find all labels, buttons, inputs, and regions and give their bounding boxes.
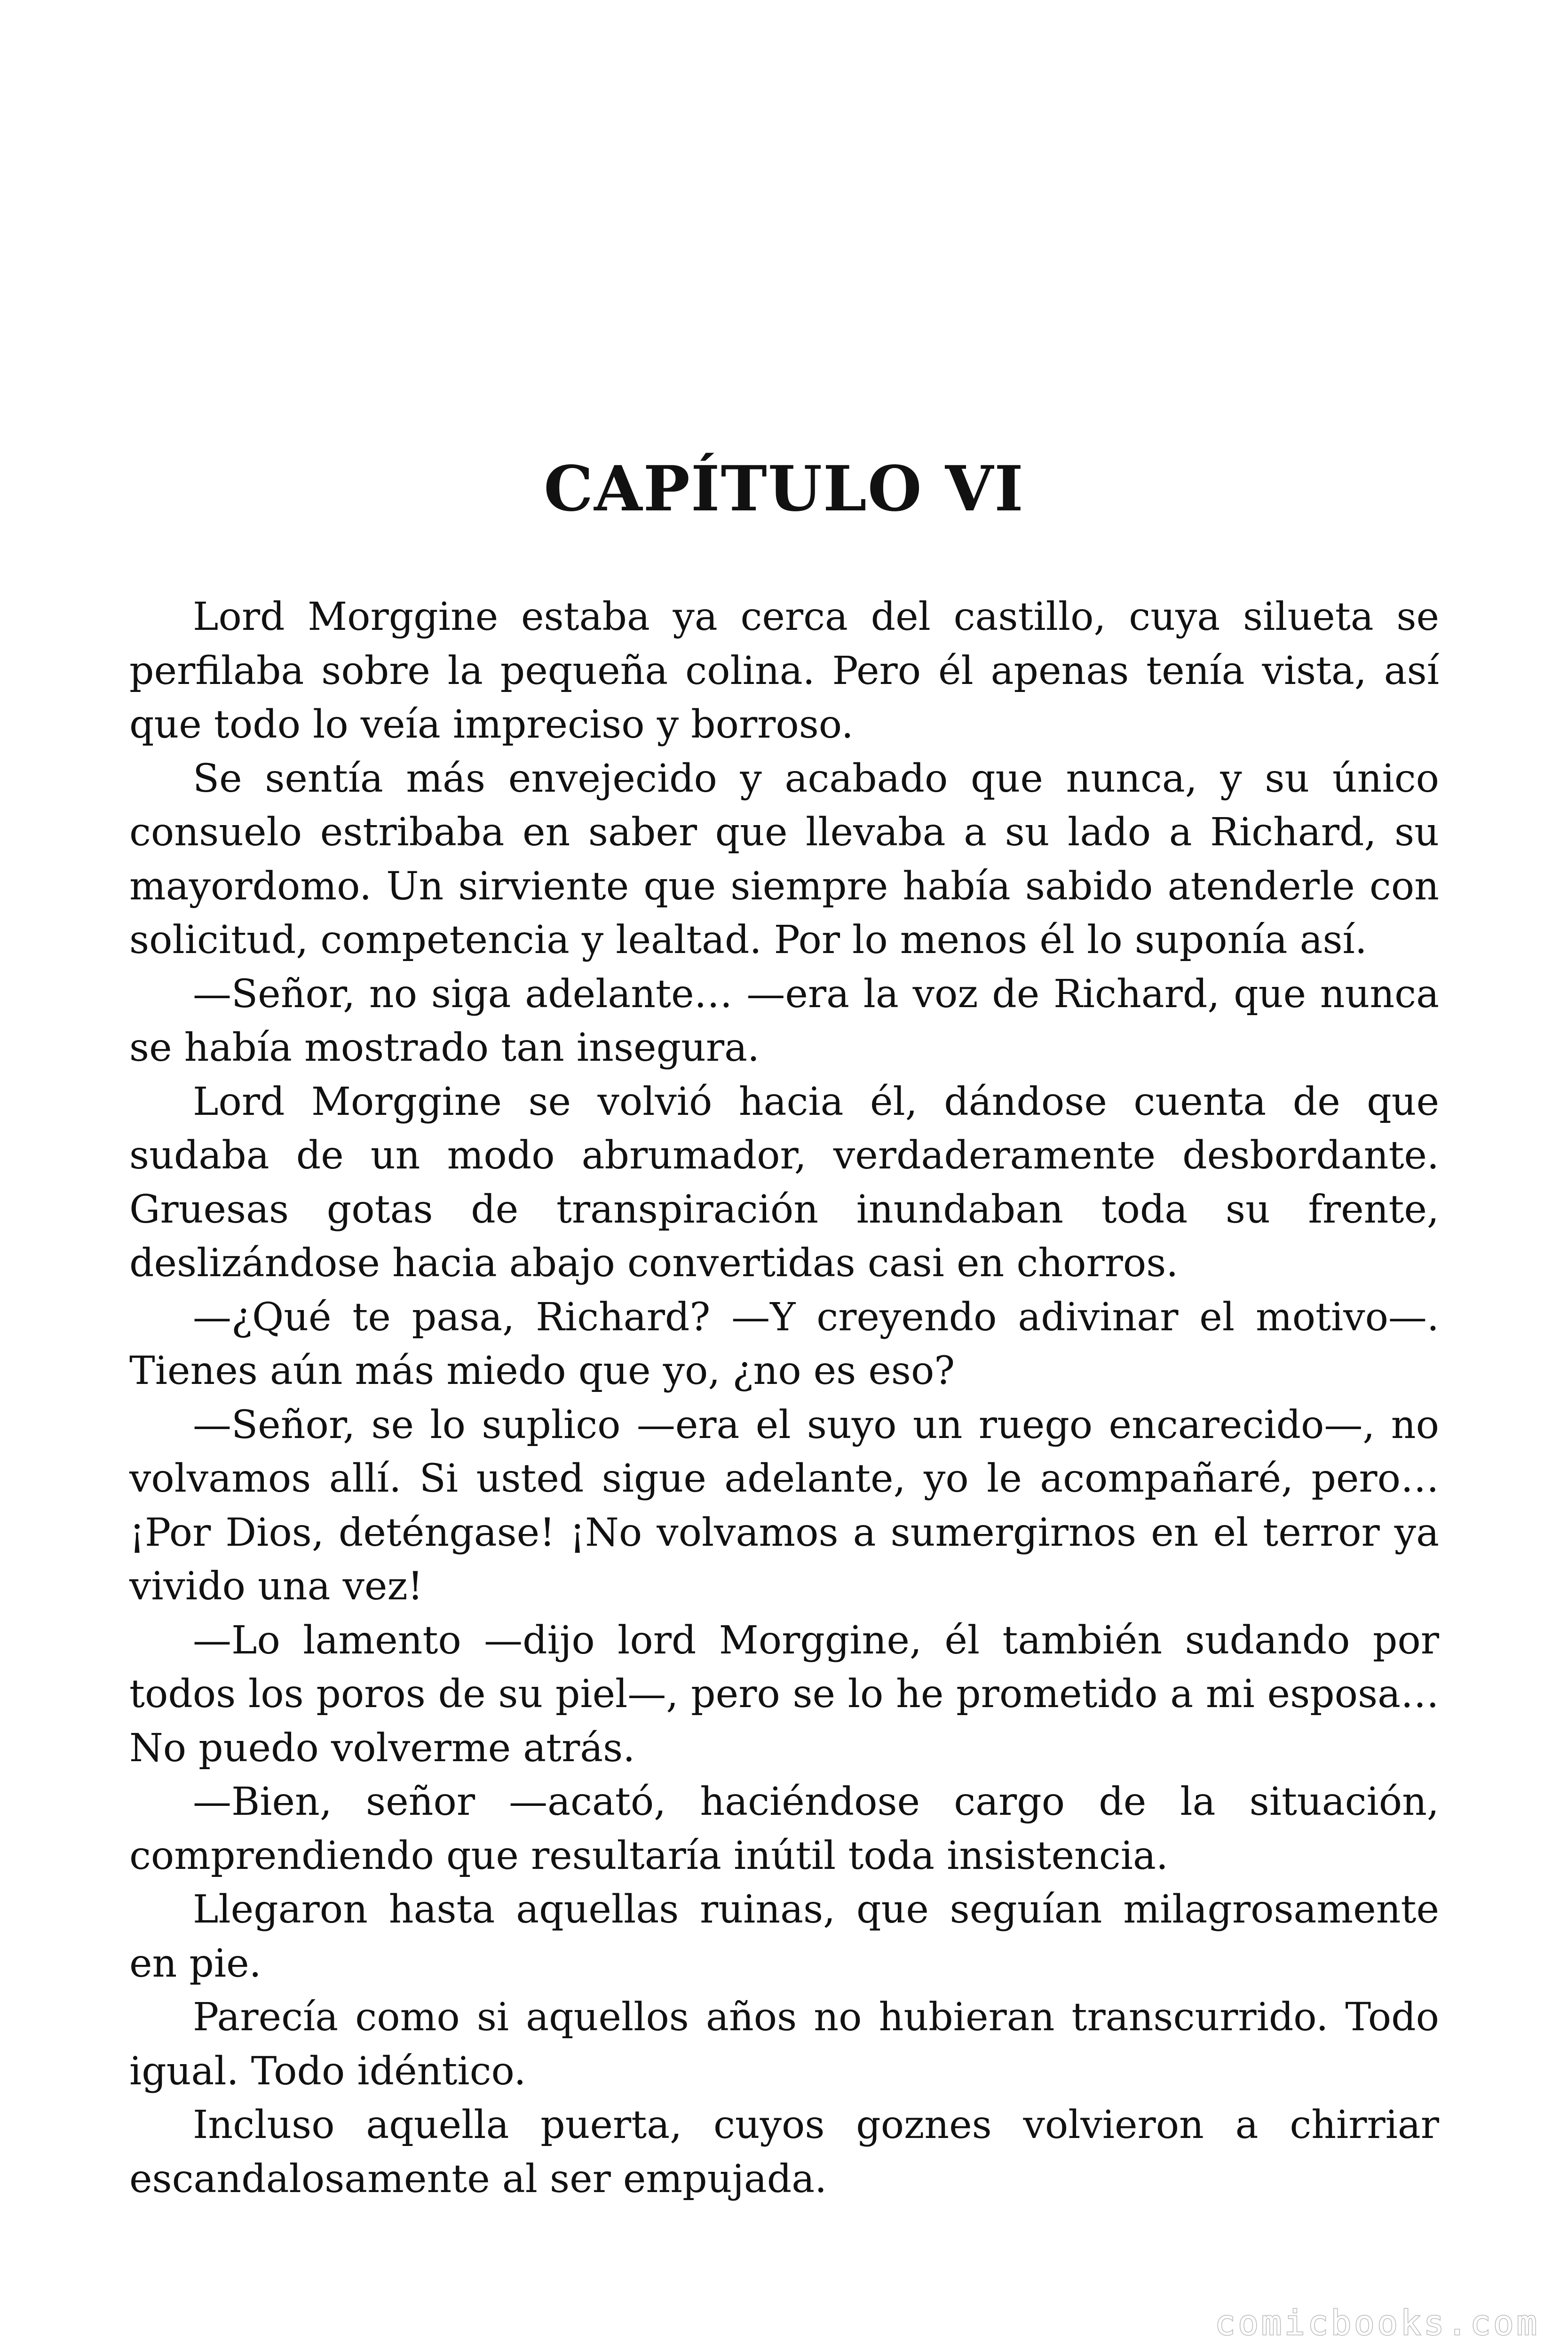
paragraph: Lord Morggine se volvió hacia él, dándose cuenta de que sudaba de un modo abrumador, verdaderamente desbordante. Gruesas gotas de transpiración inundaban toda su frente, deslizándose hacia abajo convertidas casi en chorros. xyxy=(129,1079,1439,1286)
paragraph: Incluso aquella puerta, cuyos goznes volvieron a chirriar escandalosamente al ser empujada. xyxy=(129,2103,1439,2201)
paragraph: Parecía como si aquellos años no hubieran transcurrido. Todo igual. Todo idéntico. xyxy=(129,1995,1439,2094)
paragraph: —Lo lamento —dijo lord Morggine, él también sudando por todos los poros de su piel—, pero se lo he prometido a mi esposa… No puedo volverme atrás. xyxy=(129,1618,1439,1771)
paragraph: Se sentía más envejecido y acabado que nunca, y su único consuelo estribaba en saber que llevaba a su lado a Richard, su mayordomo. Un sirviente que siempre había sabido atenderle con solicitud, competencia y lealtad. Por lo menos él lo suponía así. xyxy=(129,756,1439,962)
paragraph: Lord Morggine estaba ya cerca del castillo, cuya silueta se perfilaba sobre la pequeña colina. Pero él apenas tenía vista, así que todo lo veía impreciso y borroso. xyxy=(129,595,1439,747)
paragraph: —Señor, se lo suplico —era el suyo un ruego encarecido—, no volvamos allí. Si usted sigue adelante, yo le acompañaré, pero… ¡Por Dios, deténgase! ¡No volvamos a sumergirnos en el terror ya vivido una vez! xyxy=(129,1402,1439,1609)
watermark: comicbooks.com xyxy=(1215,2303,1540,2343)
paragraph: —Señor, no siga adelante… —era la voz de Richard, que nunca se había mostrado tan insegura. xyxy=(129,971,1439,1070)
chapter-title: CAPÍTULO VI xyxy=(544,453,1024,525)
chapter-body xyxy=(129,590,1439,2206)
paragraph: Llegaron hasta aquellas ruinas, que seguían milagrosamente en pie. xyxy=(129,1887,1439,1986)
paragraph: —¿Qué te pasa, Richard? —Y creyendo adivinar el motivo—. Tienes aún más miedo que yo, ¿no es eso? xyxy=(129,1295,1439,1393)
paragraph: —Bien, señor —acató, haciéndose cargo de la situación, comprendiendo que resultaría inútil toda insistencia. xyxy=(129,1780,1439,1878)
